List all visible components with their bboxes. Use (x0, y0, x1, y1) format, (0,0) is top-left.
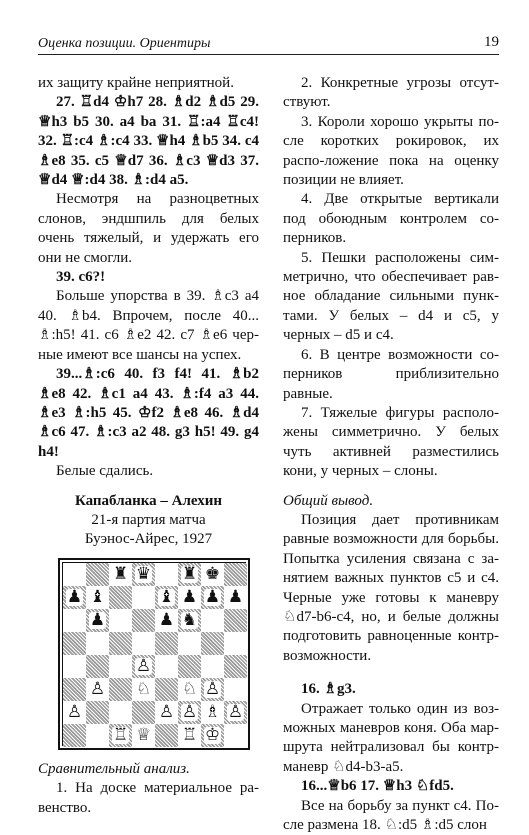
page-number: 19 (484, 34, 499, 50)
analysis-item-3: 3. Короли хорошо укрыты по-сле коротких рокировок, их распо-ложение пока на оценку позиции не влияет. (283, 113, 499, 189)
board-square (63, 655, 86, 678)
board-square (201, 701, 224, 724)
board-square (201, 724, 224, 747)
chess-diagram (58, 558, 250, 750)
board-square (63, 678, 86, 701)
chess-piece: ♝ (89, 586, 106, 607)
board-square (86, 586, 109, 609)
board-square (201, 655, 224, 678)
game-subtitle-place: Буэнос-Айрес, 1927 (84, 531, 213, 548)
conclusion-heading: Общий вывод. (283, 492, 374, 509)
analysis-item-5: 5. Пешки расположены сим-метрично, что обеспечивает рав-ное обладание сильными пунк-тами. У белых – d4 и c5, у черных – d5 и c4. (283, 249, 499, 344)
board-square (86, 563, 109, 586)
board-square (224, 724, 247, 747)
chess-piece: ♝ (158, 586, 175, 607)
chess-piece: ♜ (181, 563, 198, 584)
paragraph-move-17: Все на борьбу за пункт c4. По-сле размена 18. ♘:d5 ♗:d5 слон (283, 797, 499, 834)
board-square (86, 724, 109, 747)
board-square (63, 701, 86, 724)
analysis-heading: Сравнительный анализ. (38, 760, 190, 777)
board-square (109, 563, 132, 586)
board-square (132, 655, 155, 678)
running-title: Оценка позиции. Ориентиры (38, 36, 211, 51)
board-square (132, 632, 155, 655)
game-subtitle-match: 21-я партия матча (91, 511, 206, 528)
chess-piece: ♚ (204, 563, 221, 584)
board-square (86, 701, 109, 724)
paragraph-alternative: Больше упорства в 39. ♗c3 a4 40. ♗b4. Впрочем, после 40... ♗:h5! 41. c6 ♗e2 42. c7 ♗e6 чер-ные имеют все шансы на успех. (38, 288, 259, 363)
moves-39-49: 39...♗:c6 40. f3 f4! 41. ♗b2 ♗e8 42. ♗c1 a4 43. ♗:f4 a3 44. ♗e3 ♗:h5 45. ♔f2 ♗e8 46. ♗d4 ♗c6 47. ♗:c3 a2 48. g3 h5! 49. g4 h4! (38, 366, 259, 460)
board-square (155, 609, 178, 632)
right-column (283, 74, 499, 835)
chess-piece: ♙ (135, 655, 152, 676)
board-square (132, 586, 155, 609)
chess-piece: ♘ (135, 678, 152, 699)
board-square (109, 586, 132, 609)
chess-piece: ♘ (181, 678, 198, 699)
board-square (86, 632, 109, 655)
board-square (178, 724, 201, 747)
board-square (178, 701, 201, 724)
board-square (224, 678, 247, 701)
chess-piece: ♟ (66, 586, 83, 607)
board-square (178, 563, 201, 586)
board-square (109, 655, 132, 678)
chess-board (62, 562, 246, 746)
board-square (224, 655, 247, 678)
board-square (178, 632, 201, 655)
analysis-item-7: 7. Тяжелые фигуры располо-жены симметрично. У белых чуть активней разместились кони, у черных – слоны. (283, 404, 499, 480)
board-square (201, 586, 224, 609)
board-square (132, 724, 155, 747)
board-square (109, 632, 132, 655)
chess-piece: ♜ (112, 563, 129, 584)
board-square (224, 586, 247, 609)
board-square (63, 563, 86, 586)
move-39: 39. c6?! (56, 269, 106, 286)
chess-piece: ♙ (158, 701, 175, 722)
board-square (86, 609, 109, 632)
board-square (178, 678, 201, 701)
game-title: Капабланка – Алехин (74, 492, 223, 509)
chess-piece: ♖ (181, 724, 198, 745)
board-square (224, 701, 247, 724)
chess-piece: ♟ (89, 609, 106, 630)
chess-piece: ♟ (158, 609, 175, 630)
chess-piece: ♟ (181, 586, 198, 607)
moves-27-38: 27. ♖d4 ♔h7 28. ♗d2 ♗d5 29. ♕h3 b5 30. a4 ba 31. ♖:a4 ♖c4! 32. ♖:c4 ♗:c4 33. ♕h4 ♗b5 34. c4 ♗e8 35. c5 ♕d7 36. ♗c3 ♕d3 37. ♕d4 ♕:d4 38. ♗:d4 a5. (38, 94, 259, 189)
board-square (178, 586, 201, 609)
board-square (201, 632, 224, 655)
chess-piece: ♞ (181, 609, 198, 630)
board-square (63, 609, 86, 632)
board-square (201, 563, 224, 586)
move-16: 16. ♗g3. (301, 681, 356, 698)
board-square (86, 655, 109, 678)
analysis-item-1: 1. На доске материальное ра-венство. (38, 780, 259, 816)
chess-piece: ♕ (135, 724, 152, 745)
chess-piece: ♔ (204, 724, 221, 745)
board-square (201, 609, 224, 632)
board-square (132, 678, 155, 701)
board-square (63, 632, 86, 655)
paragraph-continuation: их защиту крайне неприятной. (38, 75, 234, 91)
chess-piece: ♙ (89, 678, 106, 699)
running-header (38, 30, 499, 55)
paragraph-move-16: Отражает только один из воз-можных маневров коня. Оба мар-шрута нейтрализовал бы контр-маневр ♘d4-b3-a5. (283, 700, 499, 775)
analysis-item-2: 2. Конкретные угрозы отсут-ствуют. (283, 75, 499, 111)
board-square (132, 609, 155, 632)
chess-piece: ♙ (227, 701, 244, 722)
board-square (155, 701, 178, 724)
board-square (155, 586, 178, 609)
board-square (224, 609, 247, 632)
paragraph-resigned: Белые сдались. (56, 463, 154, 480)
chess-piece: ♟ (204, 586, 221, 607)
chess-piece: ♟ (227, 586, 244, 607)
board-square (155, 678, 178, 701)
board-square (155, 655, 178, 678)
board-square (224, 632, 247, 655)
chess-piece: ♖ (112, 724, 129, 745)
conclusion-text: Позиция дает противникам равные возможности для борьбы. Попытка усиления связана с за-нятием важных пунктов c5 и c4. Черные уже готовы к маневру ♘d7-b6-c4, но, и белые должны подготовить равноценные контр-возможности. (283, 511, 499, 664)
board-square (178, 655, 201, 678)
board-square (201, 678, 224, 701)
board-square (109, 678, 132, 701)
board-square (224, 563, 247, 586)
left-column (38, 74, 259, 818)
board-square (86, 678, 109, 701)
board-square (109, 609, 132, 632)
board-square (63, 724, 86, 747)
chess-piece: ♙ (66, 701, 83, 722)
board-square (178, 609, 201, 632)
analysis-item-4: 4. Две открытые вертикали под обоюдным контролем со-перников. (283, 191, 499, 247)
board-square (132, 563, 155, 586)
board-square (132, 701, 155, 724)
board-square (155, 632, 178, 655)
board-square (155, 563, 178, 586)
chess-piece: ♛ (135, 563, 152, 584)
board-square (155, 724, 178, 747)
analysis-item-6: 6. В центре возможности со-перников приблизительно равные. (283, 346, 499, 402)
moves-16-17: 16...♕b6 17. ♕h3 ♘fd5. (301, 778, 454, 795)
paragraph-endgame: Несмотря на разноцветных слонов, эндшпиль для белых очень тяжелый, и удержать его они не смогли. (38, 191, 259, 266)
chess-piece: ♙ (204, 678, 221, 699)
board-square (63, 586, 86, 609)
board-square (109, 701, 132, 724)
chess-piece: ♙ (181, 701, 198, 722)
board-square (109, 724, 132, 747)
chess-piece: ♗ (204, 701, 221, 722)
